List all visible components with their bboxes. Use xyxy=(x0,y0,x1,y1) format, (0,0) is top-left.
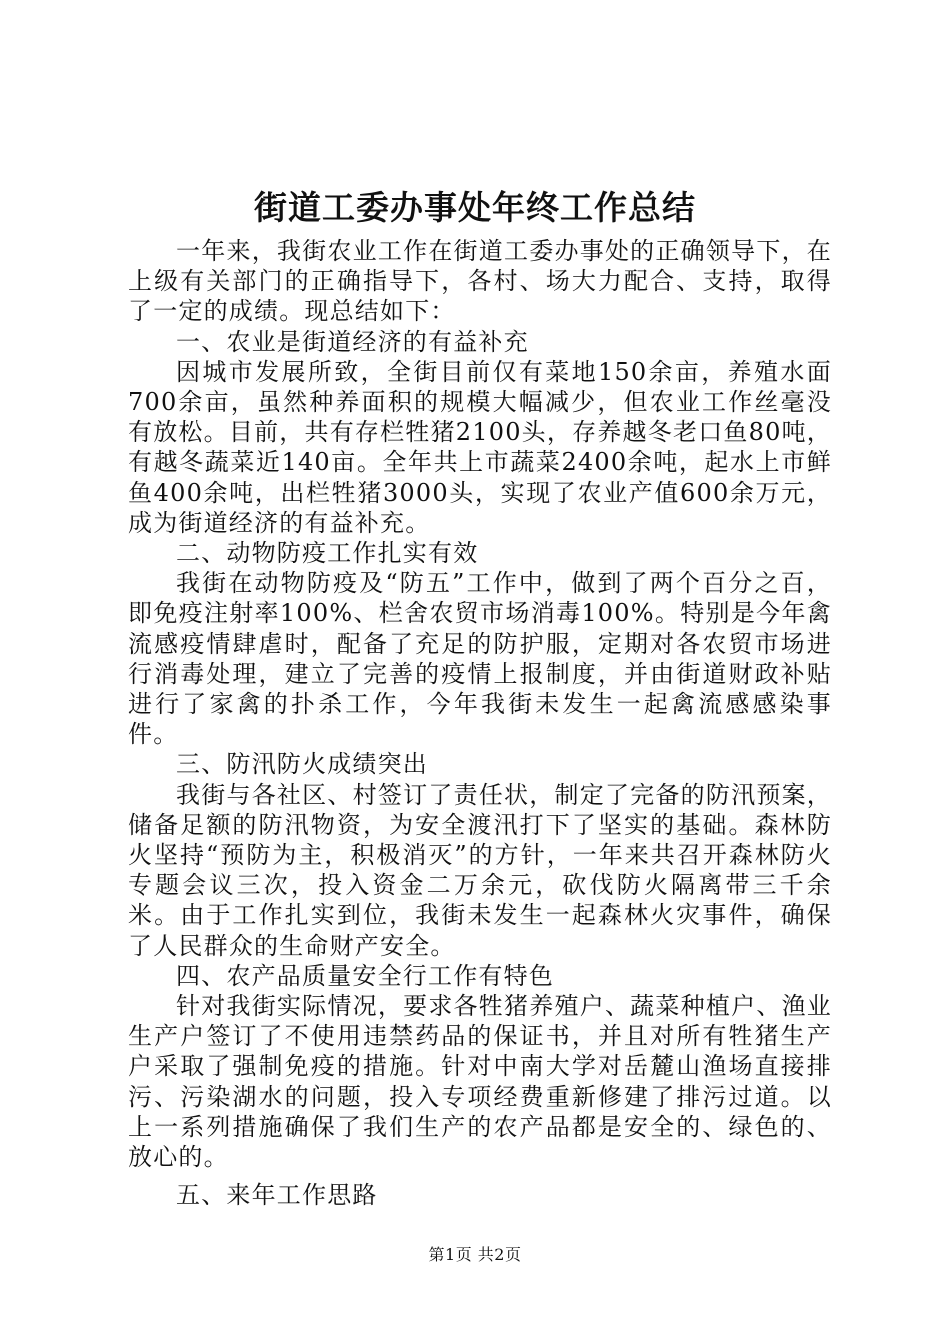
section-paragraph-1: 因城市发展所致，全街目前仅有菜地150余亩，养殖水面700余亩，虽然种养面积的规模大幅减少，但农业工作丝毫没有放松。目前，共有存栏牲猪2100头，存养越冬老口鱼80吨，有越冬蔬菜近140亩。全年共上市蔬菜2400余吨，起水上市鲜鱼400余吨，出栏牲猪3000头，实现了农业产值600余万元，成为街道经济的有益补充。 xyxy=(128,357,832,537)
section-heading-2: 二、动物防疫工作扎实有效 xyxy=(176,539,479,568)
section-heading-5: 五、来年工作思路 xyxy=(176,1181,378,1210)
page-number-footer: 第1页 共2页 xyxy=(428,1245,522,1264)
intro-paragraph: 一年来，我街农业工作在街道工委办事处的正确领导下，在上级有关部门的正确指导下，各村、场大力配合、支持，取得了一定的成绩。现总结如下： xyxy=(128,237,832,326)
section-paragraph-4: 针对我街实际情况，要求各牲猪养殖户、蔬菜种植户、渔业生产户签订了不使用违禁药品的保证书，并且对所有牲猪生产户采取了强制免疫的措施。针对中南大学对岳麓山渔场直接排污、污染湖水的问题，投入专项经费重新修建了排污过道。以上一系列措施确保了我们生产的农产品都是安全的、绿色的、放心的。 xyxy=(128,992,832,1172)
document-title: 街道工委办事处年终工作总结 xyxy=(254,188,696,227)
document-body xyxy=(128,236,832,1211)
section-heading-3: 三、防汛防火成绩突出 xyxy=(176,750,428,779)
section-paragraph-2: 我街在动物防疫及“防五”工作中，做到了两个百分之百，即免疫注射率100%、栏舍农贸市场消毒100%。特别是今年禽流感疫情肆虐时，配备了充足的防护服，定期对各农贸市场进行消毒处理，建立了完善的疫情上报制度，并由街道财政补贴进行了家禽的扑杀工作，今年我街未发生一起禽流感感染事件。 xyxy=(128,569,832,749)
section-heading-4: 四、农产品质量安全行工作有特色 xyxy=(176,961,554,990)
section-heading-1: 一、农业是街道经济的有益补充 xyxy=(176,327,529,356)
section-paragraph-3: 我街与各社区、村签订了责任状，制定了完备的防汛预案，储备足额的防汛物资，为安全渡汛打下了坚实的基础。森林防火坚持“预防为主，积极消灭”的方针，一年来共召开森林防火专题会议三次，投入资金二万余元，砍伐防火隔离带三千余米。由于工作扎实到位，我街未发生一起森林火灾事件，确保了人民群众的生命财产安全。 xyxy=(128,780,832,960)
